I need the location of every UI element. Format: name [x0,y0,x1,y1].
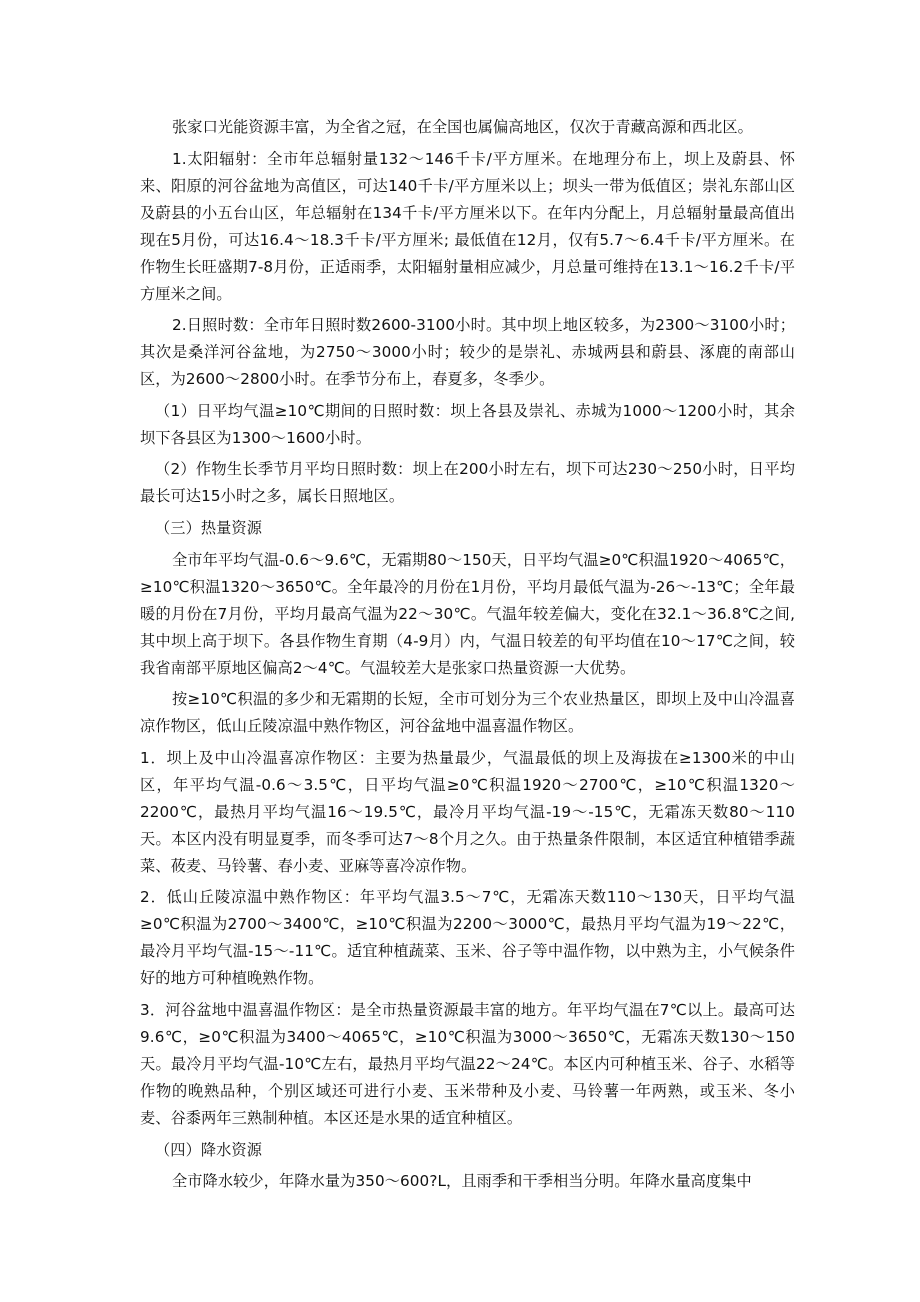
heading-heat-resources: （三）热量资源 [155,518,263,537]
paragraph-precipitation: 全市降水较少，年降水量为350～600?L，且雨季和干季相当分明。年降水量高度集中 [172,1172,752,1191]
paragraph-heat-zones: 按≥10℃积温的多少和无霜期的长短，全市可划分为三个农业热量区，即坝上及中山冷温喜凉作物区，低山丘陵凉温中熟作物区，河谷盆地中温喜温作物区。 [140,690,795,736]
paragraph-solar-radiation: 1.太阳辐射：全市年总辐射量132～146千卡/平方厘米。在地理分布上，坝上及蔚县、怀来、阳原的河谷盆地为高值区，可达140千卡/平方厘米以上；坝头一带为低值区；崇礼东部山区及蔚县的小五台山区，年总辐射在134千卡/平方厘米以下。在年内分配上，月总辐射量最高值出现在5月份，可达16.4～18.3千卡/平方厘米; 最低值在12月，仅有5.7～6.4千卡/平方厘米。在作物生长旺盛期7-8月份，正适雨季，太阳辐射量相应减少，月总量可维持在13.1～16.2千卡/平方厘米之间。 [140,149,795,303]
paragraph-intro: 张家口光能资源丰富，为全省之冠，在全国也属偏高地区，仅次于青藏高源和西北区。 [172,118,753,136]
paragraph-sunshine-above-10c: （1）日平均气温≥10℃期间的日照时数：坝上各县及崇礼、赤城为1000～1200小时，其余坝下各县区为1300～1600小时。 [140,401,795,447]
paragraph-zone-3: 3．河谷盆地中温喜温作物区：是全市热量资源最丰富的地方。年平均气温在7℃以上。最高可达9.6℃，≥0℃积温为3400～4065℃，≥10℃积温为3000～3650℃，无霜冻天数130～150天。最冷月平均气温-10℃左右，最热月平均气温22～24℃。本区内可种植玉米、谷子、水稻等作物的晚熟品种，个别区域还可进行小麦、玉米带种及小麦、马铃薯一年两熟，或玉米、冬小麦、谷黍两年三熟制种植。本区还是水果的适宜种植区。 [140,1000,795,1127]
heading-precipitation: （四）降水资源 [155,1140,263,1159]
paragraph-sunshine-hours: 2.日照时数：全市年日照时数2600-3100小时。其中坝上地区较多，为2300～3100小时；其次是桑洋河谷盆地，为2750～3000小时；较少的是崇礼、赤城两县和蔚县、涿鹿的南部山区，为2600～2800小时。在季节分布上，春夏多，冬季少。 [140,316,795,389]
paragraph-growing-season-sunshine: （2）作物生长季节月平均日照时数：坝上在200小时左右，坝下可达230～250小时，日平均最长可达15小时之多，属长日照地区。 [140,460,795,506]
paragraph-zone-1: 1．坝上及中山冷温喜凉作物区：主要为热量最少，气温最低的坝上及海拔在≥1300米的中山区，年平均气温-0.6～3.5℃，日平均气温≥0℃积温1920～2700℃，≥10℃积温1320～2200℃，最热月平均气温16～19.5℃，最冷月平均气温-19～-15℃，无霜冻天数80～110天。本区内没有明显夏季，而冬季可达7～8个月之久。由于热量条件限制，本区适宜种植错季蔬菜、莜麦、马铃薯、春小麦、亚麻等喜冷凉作物。 [140,748,795,875]
paragraph-temperature-overview: 全市年平均气温-0.6～9.6℃，无霜期80～150天，日平均气温≥0℃积温1920～4065℃，≥10℃积温1320～3650℃。全年最冷的月份在1月份，平均月最低气温为-26～-13℃；全年最暖的月份在7月份，平均月最高气温为22～30℃。气温年较差偏大，变化在32.1～36.8℃之间,其中坝上高于坝下。各县作物生育期（4-9月）内，气温日较差的旬平均值在10～17℃之间，较我省南部平原地区偏高2～4℃。气温较差大是张家口热量资源一大优势。 [140,550,795,677]
paragraph-zone-2: 2．低山丘陵凉温中熟作物区：年平均气温3.5～7℃，无霜冻天数110～130天，日平均气温≥0℃积温为2700～3400℃，≥10℃积温为2200～3000℃，最热月平均气温为19～22℃，最冷月平均气温-15～-11℃。适宜种植蔬菜、玉米、谷子等中温作物，以中熟为主，小气候条件好的地方可种植晚熟作物。 [140,888,795,988]
document-body [140,114,795,1200]
